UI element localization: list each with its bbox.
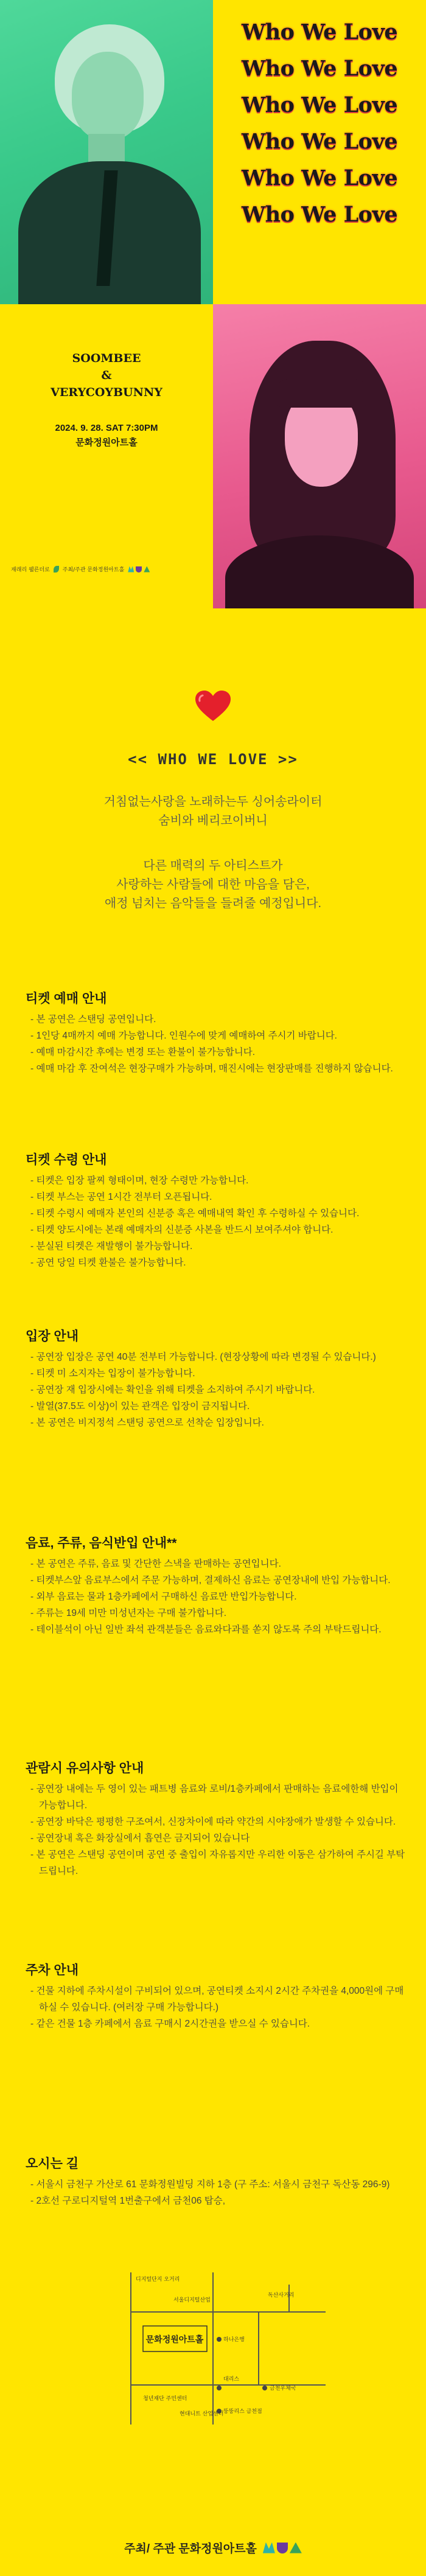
list-item: - 티켓은 입장 팔찌 형태이며, 현장 수령만 가능합니다. [30,1175,249,1186]
list-item: - 공연장 재 입장시에는 확인을 위해 티켓을 소지하여 주시기 바랍니다. [30,1385,315,1395]
headline-line: Who We Love [241,92,398,117]
map-label: 청년재단 주민센터 [143,2396,187,2402]
headline-line: Who We Love [241,165,398,190]
map-label: 금천우체국 [270,2386,296,2392]
list-item: - 테이블석이 아닌 일반 좌석 관객분들은 음료와다과를 쏟지 않도록 주의 부탁드립니다. [30,1624,382,1635]
map-venue-label: 문화정원아트홀 [145,2335,204,2345]
artist-names [0,350,213,401]
list-item: - 티켓 수령시 예매자 본인의 신분증 혹은 예매내역 확인 후 수령하실 수 있습니다. [30,1208,360,1219]
map-label: 대리스 [223,2376,240,2383]
intro-paragraph-1 [0,793,426,830]
map-label: 독산사거리 [268,2292,295,2299]
section-title-food-drinks: 음료, 주류, 음식반입 안내** [26,1536,177,1550]
list-item: - 발열(37.5도 이상)이 있는 관객은 입장이 금지됩니다. [30,1401,250,1412]
headline-line: Who We Love [241,129,398,154]
map-label: 뚱뚱리스 금천점 [223,2409,262,2415]
intro-line: 숨비와 베리코이버니 [158,814,268,827]
list-item: - 공연장내 혹은 화장실에서 흡연은 금지되어 있습니다 [30,1833,250,1843]
artist-name-2: VERYCOYBUNNY [51,386,162,399]
intro-line: 거침없는사랑을 노래하는두 싱어송라이터 [103,795,323,809]
intro-title: << WHO WE LOVE >> [128,751,298,768]
list-item: - 예매 마감 후 잔여석은 현장구매가 가능하며, 매진시에는 현장판매를 진행하지 않습니다. [30,1063,393,1074]
heart-icon [195,691,231,722]
section-list-viewing-notes [30,1781,408,1879]
ampersand: & [101,369,112,382]
section-list-ticket-booking [30,1011,408,1077]
event-when [0,421,213,450]
list-item: - 본 공연은 비지정석 스탠딩 공연으로 선착순 입장입니다. [30,1418,264,1428]
section-list-directions [30,2176,408,2209]
list-item: - 본 공연은 스탠딩 공연이며 공연 중 출입이 자유롭지만 우리한 이동은 삼가하여 주시길 부탁드립니다. [30,1850,405,1876]
map-label: 서울디지털산업 [173,2297,211,2303]
list-item: - 티켓 부스는 공연 1시간 전부터 오픈됩니다. [30,1192,212,1202]
venue-logo [128,566,150,573]
list-item: - 본 공연은 스탠딩 공연입니다. [30,1014,156,1025]
map-label: 하나은행 [223,2337,245,2343]
event-poster [0,0,426,608]
list-item: - 티켓부스앞 음료부스에서 주문 가능하며, 결제하신 음료는 공연장내에 반입 가능합니다. [30,1575,391,1586]
location-map [106,2272,326,2425]
section-title-admission: 입장 안내 [26,1329,79,1343]
list-item: - 서울시 금천구 가산로 61 문화정원빌딩 지하 1층 (구 주소: 서울시 금천구 독산동 296-9) [30,2179,390,2190]
artist-name-1: SOOMBEE [72,352,141,365]
artist-photo-soombee [0,0,213,304]
section-title-ticket-pickup: 티켓 수령 안내 [26,1153,107,1167]
map-label: 디지털단지 오거리 [136,2277,180,2283]
section-title-parking: 주차 안내 [26,1963,79,1977]
leaf-icon [54,566,59,573]
intro-line: 애정 넘치는 음악들을 들려줄 예정입니다. [104,897,322,910]
section-list-food-drinks [30,1556,408,1638]
list-item: - 건물 지하에 주차시설이 구비되어 있으며, 공연티켓 소지시 2시간 주차권을 4,000원에 구매하실 수 있습니다. (여러장 구매 가능합니다.) [30,1986,404,2013]
list-item: - 2호선 구로디지털역 1번출구에서 금천06 탑승, [30,2196,226,2206]
list-item: - 외부 음료는 물과 1층카페에서 구매하신 음료만 반입가능합니다. [30,1592,297,1602]
list-item: - 분실된 티켓은 재발행이 불가능합니다. [30,1241,193,1251]
intro-line: 다른 매력의 두 아티스트가 [143,859,283,872]
sponsor-text: 재래리 웰른더로 [11,567,50,573]
list-item: - 공연장 내에는 두 영이 있는 패트병 음료와 로비/1층카페에서 판매하는 음료에한해 반입이 가능합니다. [30,1784,399,1811]
list-item: - 본 공연은 주류, 음료 및 간단한 스낵을 판매하는 공연입니다. [30,1559,281,1569]
list-item: - 공연 당일 티켓 환불은 불가능합니다. [30,1258,186,1268]
artist-photo-verycoybunny [213,304,426,608]
list-item: - 같은 건물 1층 카페에서 음료 구매시 2시간권을 받으실 수 있습니다. [30,2019,310,2029]
section-list-parking [30,1983,408,2032]
list-item: - 티켓 미 소지자는 입장이 불가능합니다. [30,1368,195,1379]
venue-logo [263,2543,302,2553]
section-title-ticket-booking: 티켓 예매 안내 [26,992,107,1006]
section-list-ticket-pickup [30,1172,408,1271]
footer-text: 주최/ 주관 문화정원아트홀 [124,2543,257,2555]
list-item: - 공연장 입장은 공연 40분 전부터 가능합니다. (현장상황에 따라 변경될 수 있습니다.) [30,1352,376,1362]
headline-line: Who We Love [241,202,398,227]
footer-organizer [0,2539,426,2556]
headline-repeat [213,0,426,304]
section-title-directions: 오시는 길 [26,2157,79,2171]
poster-credits [11,565,150,573]
map-label: 현대니트 산업센터 [180,2411,224,2417]
list-item: - 공연장 바닥은 평평한 구조여서, 신장차이에 따라 약간의 시야장애가 발생할 수 있습니다. [30,1817,396,1827]
intro-line: 사랑하는 사람들에 대한 마음을 담은, [116,878,310,891]
headline-line: Who We Love [241,56,398,81]
list-item: - 티켓 양도시에는 본래 예매자의 신분증 사본을 반드시 보여주셔야 합니다. [30,1225,333,1235]
organizer-text: 주최/주관 문화정원아트홀 [62,567,125,573]
section-list-admission [30,1349,408,1431]
event-date-time: 2024. 9. 28. SAT 7:30PM [55,423,158,433]
intro-paragraph-2 [0,857,426,913]
list-item: - 예매 마감시간 후에는 변경 또는 환불이 불가능합니다. [30,1047,256,1057]
event-venue: 문화정원아트홀 [75,437,138,448]
headline-line: Who We Love [241,19,398,44]
section-title-viewing-notes: 관람시 유의사항 안내 [26,1761,144,1775]
list-item: - 1인당 4매까지 예매 가능합니다. 인원수에 맞게 예매하여 주시기 바랍니다. [30,1031,337,1041]
list-item: - 주류는 19세 미만 미성년자는 구매 불가합니다. [30,1608,227,1618]
